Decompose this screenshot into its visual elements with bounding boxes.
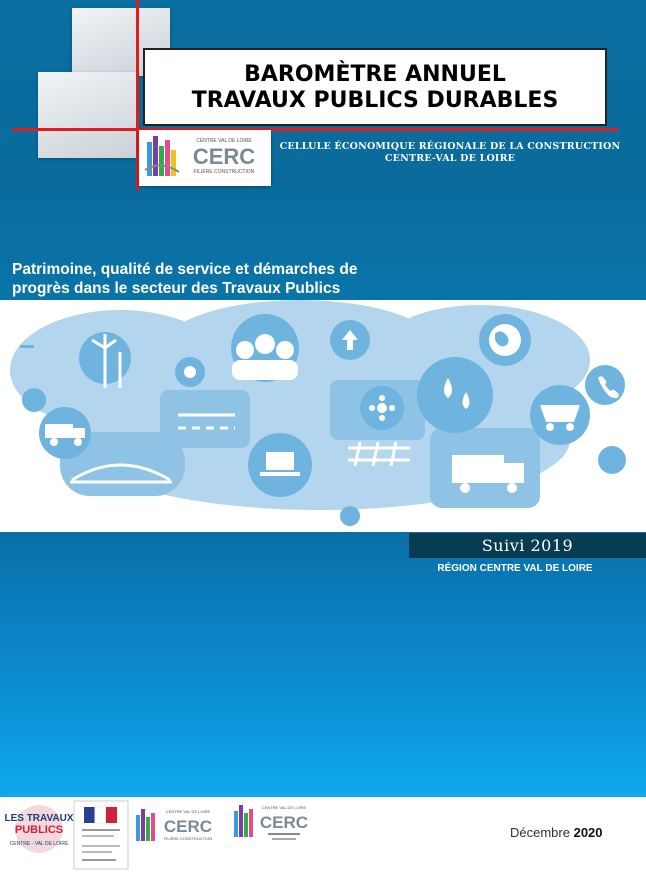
cerc2-top: CENTRE VAL DE LOIRE bbox=[261, 805, 307, 810]
title-line-1: BAROMÈTRE ANNUEL bbox=[244, 62, 506, 87]
cerc1-name: CERC bbox=[163, 817, 213, 836]
dump-truck-icon bbox=[39, 407, 91, 459]
decorative-square bbox=[38, 72, 138, 158]
laptop-icon bbox=[248, 433, 312, 497]
organisation-subtitle bbox=[276, 141, 624, 165]
cerc1-top: CENTRE VAL DE LOIRE bbox=[165, 809, 211, 814]
ltp-line-1: LES TRAVAUX bbox=[4, 813, 74, 824]
cerc-logo-top: CENTRE VAL DE LOIRE bbox=[196, 138, 252, 144]
date-month: Décembre bbox=[510, 825, 570, 840]
ltp-line-2: PUBLICS bbox=[14, 824, 64, 836]
republique-francaise-logo bbox=[74, 801, 128, 869]
red-line-horizontal bbox=[12, 128, 618, 131]
illustration-band bbox=[0, 300, 646, 532]
publication-date bbox=[510, 825, 603, 840]
edition-label: Suivi 2019 bbox=[409, 533, 646, 558]
cerc2-name: CERC bbox=[259, 813, 309, 832]
subtitle-line-2: CENTRE-VAL DE LOIRE bbox=[384, 153, 516, 164]
title-box bbox=[143, 48, 607, 126]
cerc-filiere-logo bbox=[132, 805, 216, 847]
intro-line-2: progrès dans le secteur des Travaux Publics bbox=[12, 280, 341, 297]
region-label: RÉGION CENTRE VAL DE LOIRE bbox=[437, 563, 593, 574]
intro-line-1: Patrimoine, qualité de service et démarches de bbox=[12, 261, 358, 278]
workers-helmets-icon bbox=[231, 314, 299, 382]
network-icon bbox=[360, 386, 404, 430]
cerc-partner-logo bbox=[230, 801, 314, 845]
cerc-logo bbox=[139, 130, 271, 186]
intro-text bbox=[12, 260, 412, 298]
cerc-logo-icon bbox=[139, 130, 271, 186]
cerc-logo-name: CERC bbox=[192, 144, 256, 169]
date-year: 2020 bbox=[573, 825, 603, 840]
footer bbox=[0, 797, 646, 883]
water-drops-icon bbox=[417, 357, 493, 433]
travaux-publics-logo bbox=[4, 803, 74, 855]
cerc1-tag: FILIÈRE CONSTRUCTION bbox=[163, 836, 213, 841]
gear-icon bbox=[175, 357, 205, 387]
upload-cloud-icon bbox=[330, 320, 370, 360]
subtitle-line-1: CELLULE ÉCONOMIQUE RÉGIONALE DE LA CONSTRUCTION bbox=[279, 141, 621, 152]
phone-icon bbox=[585, 365, 625, 405]
cerc-logo-tagline: FILIÈRE CONSTRUCTION bbox=[193, 169, 255, 175]
title-line-2: TRAVAUX PUBLICS DURABLES bbox=[191, 88, 559, 113]
infrastructure-illustration bbox=[0, 300, 646, 532]
mine-cart-icon bbox=[530, 385, 590, 445]
ltp-line-3: CENTRE - VAL DE LOIRE bbox=[9, 841, 69, 847]
globe-icon bbox=[479, 314, 531, 366]
